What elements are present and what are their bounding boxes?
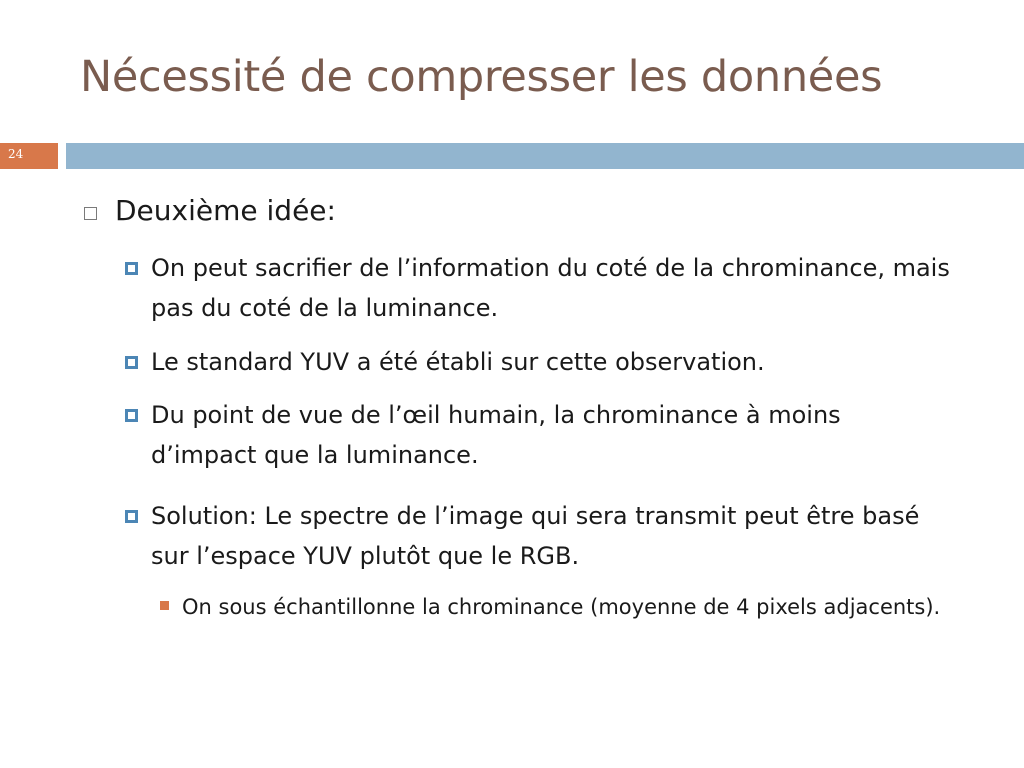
slide-title: Nécessité de compresser les données [80,52,883,102]
square-bullet-icon [125,510,138,523]
bullet-level2: Le standard YUV a été établi sur cette observation. [151,348,765,376]
slide-number: 24 [8,147,24,161]
square-bullet-icon [125,262,138,275]
bullet-level2: Solution: Le spectre de l’image qui sera transmit peut être basé sur l’espace YUV plutôt que le RGB. [151,502,920,570]
bullet-level2: Du point de vue de l’œil humain, la chrominance à moins d’impact que la luminance. [151,401,841,469]
square-bullet-icon [125,409,138,422]
bullet-level2: On peut sacrifier de l’information du coté de la chrominance, mais pas du coté de la luminance. [151,254,950,322]
bullet-level3: On sous échantillonne la chrominance (moyenne de 4 pixels adjacents). [182,595,941,619]
square-bullet-icon [125,356,138,369]
bullet-level1: Deuxième idée: [115,194,336,227]
hollow-square-bullet-icon [84,207,97,220]
small-square-bullet-icon [160,601,169,610]
